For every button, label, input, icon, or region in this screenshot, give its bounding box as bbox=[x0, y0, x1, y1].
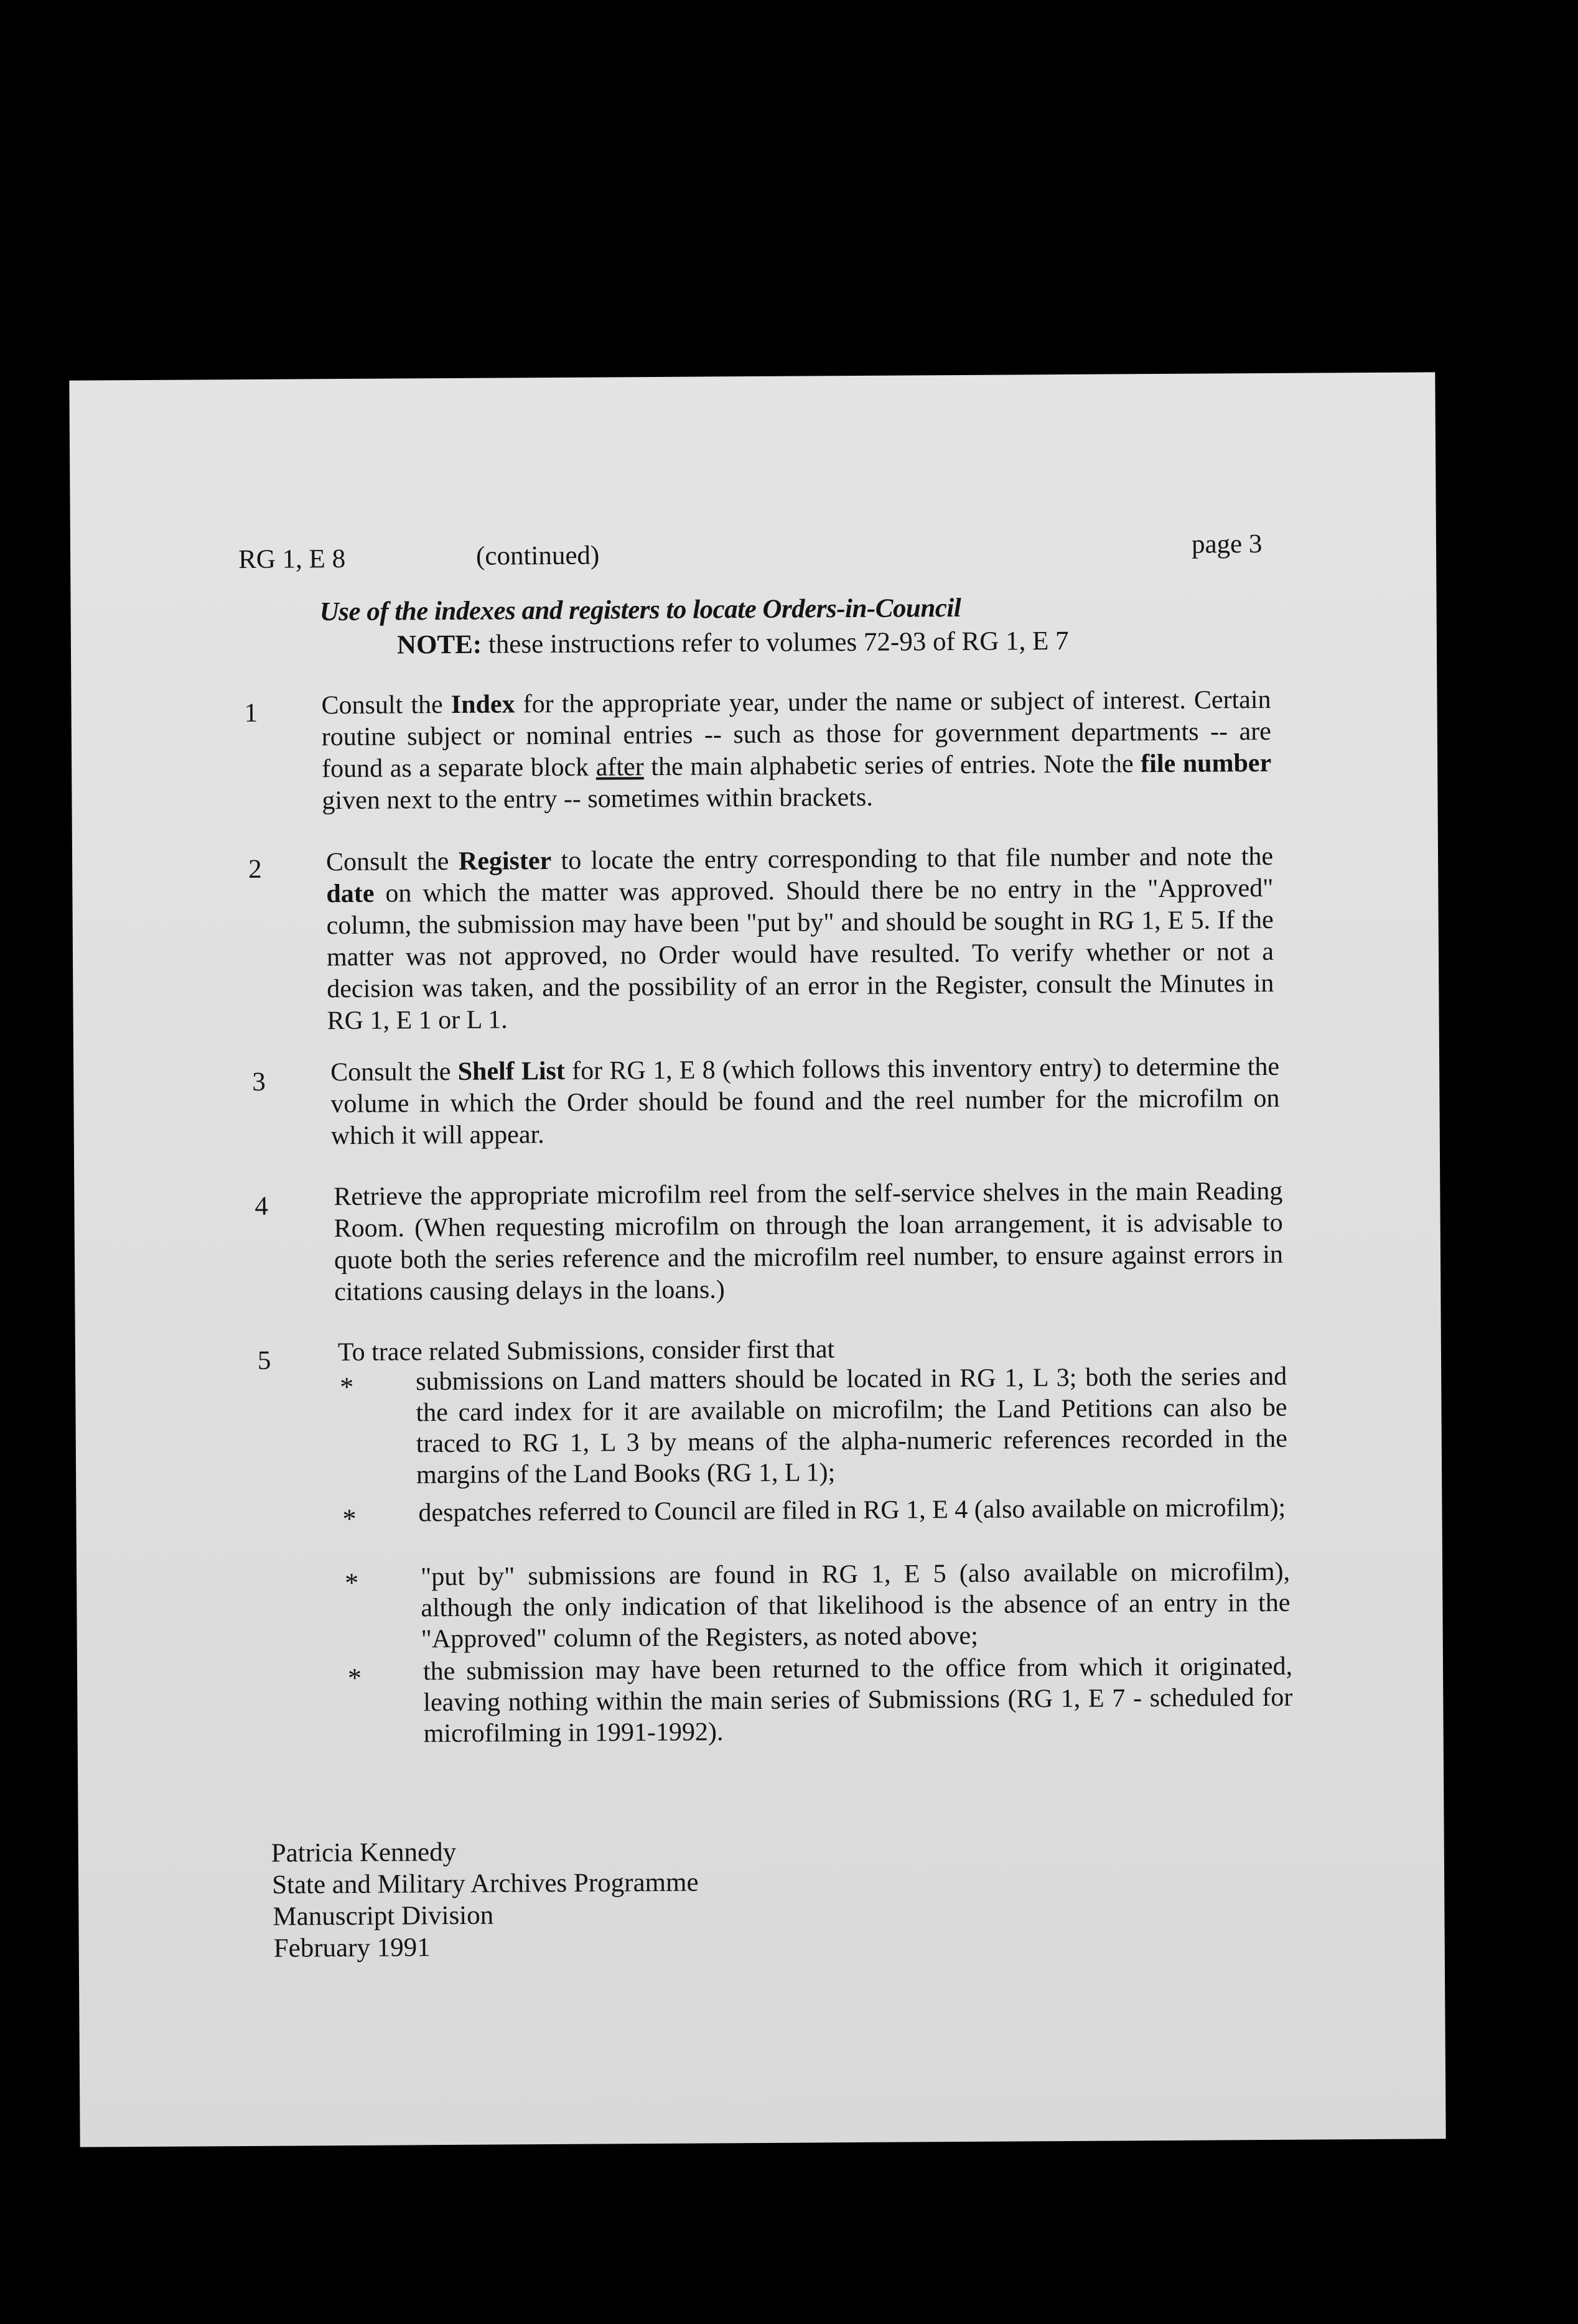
paragraph-text: on which the matter was approved. Should there be no entry in the "Approved" column, the submission may have been "put by" and should be sought in RG 1, E 5. If the matter was not approved, no Order would have resulted. To verify whether or not a decision was taken, and the possibility of an error in the Register, consult the Minutes in RG 1, E 1 or L 1. bbox=[326, 873, 1274, 1036]
item-number: 1 bbox=[244, 698, 258, 728]
series-reference: RG 1, E 8 bbox=[238, 544, 346, 575]
bold-term: date bbox=[326, 879, 375, 909]
bullet-marker: * bbox=[347, 1662, 362, 1694]
signature-name: Patricia Kennedy bbox=[271, 1837, 457, 1868]
bullet-marker: * bbox=[342, 1503, 357, 1535]
paragraph-text: the main alphabetic series of entries. Note the bbox=[643, 750, 1141, 782]
paragraph-text: Consult the bbox=[321, 690, 451, 720]
sub-item: submissions on Land matters should be located in RG 1, L 3; both the series and the card index for it are available on microfilm; the Land Petitions can also be traced to RG 1, L 3 by means of the alpha-numeric references recorded in the margins of the Land Books (RG 1, L 1); bbox=[416, 1362, 1287, 1490]
bold-term: Index bbox=[451, 690, 515, 719]
paragraph-text: Consult the bbox=[330, 1057, 458, 1087]
section-heading: Use of the indexes and registers to locate Orders-in-Council bbox=[319, 593, 961, 627]
item-number: 4 bbox=[254, 1191, 269, 1221]
note-line bbox=[397, 626, 1069, 661]
signature-programme: State and Military Archives Programme bbox=[271, 1867, 699, 1900]
note-label: NOTE: bbox=[396, 630, 482, 660]
bullet-marker: * bbox=[345, 1567, 359, 1599]
instruction-paragraph bbox=[326, 841, 1274, 1037]
page-number: page 3 bbox=[1191, 529, 1263, 559]
sub-item: despatches referred to Council are filed in RG 1, E 4 (also available on microfilm); bbox=[418, 1493, 1286, 1528]
paragraph-text: for RG 1, E 8 (which follows this inventory entry) to determine the volume in which the Order should be found and the reel number for the microfilm on which it will appear. bbox=[330, 1052, 1280, 1151]
sub-item: "put by" submissions are found in RG 1, E 5 (also available on microfilm), although the only indication of that likelihood is the absence of an entry in the "Approved" column of the Registers, as noted above; bbox=[420, 1557, 1291, 1654]
paragraph-text: to locate the entry corresponding to that file number and note the bbox=[551, 842, 1274, 876]
underlined-term: after bbox=[595, 753, 644, 782]
continued-label: (continued) bbox=[475, 541, 600, 571]
item-number: 3 bbox=[252, 1067, 266, 1097]
sub-item: the submission may have been returned to the office from which it originated, leaving nothing within the main series of Submissions (RG 1, E 7 - scheduled for microfilming in 1991-1992). bbox=[423, 1652, 1293, 1749]
instruction-paragraph bbox=[321, 684, 1271, 817]
paragraph-text: Retrieve the appropriate microfilm reel from the self-service shelves in the main Reading Room. (When requesting microfilm on through the loan arrangement, it is advisable to quote both the series reference and the microfilm reel number, to ensure against errors in citations causing delays in the loans.) bbox=[334, 1176, 1284, 1307]
bold-term: file number bbox=[1141, 748, 1272, 779]
bold-term: Register bbox=[458, 847, 552, 876]
document-page bbox=[69, 372, 1445, 2147]
instruction-paragraph bbox=[334, 1176, 1283, 1308]
paragraph-text: given next to the entry -- sometimes within brackets. bbox=[322, 783, 873, 816]
note-text: these instructions refer to volumes 72-93 of RG 1, E 7 bbox=[488, 626, 1069, 659]
paragraph-text: for the appropriate year, under the name or subject of interest. Certain routine subject or nominal entries -- such as those for government departments -- are found as a separate block bbox=[321, 685, 1271, 784]
bold-term: Shelf List bbox=[457, 1056, 566, 1086]
paragraph-text: Consult the bbox=[325, 847, 459, 877]
item-number: 5 bbox=[257, 1346, 271, 1375]
paragraph-text: To trace related Submissions, consider first that bbox=[337, 1335, 835, 1367]
signature-division: Manuscript Division bbox=[273, 1900, 494, 1931]
item-number: 2 bbox=[248, 854, 262, 884]
instruction-paragraph bbox=[330, 1051, 1280, 1152]
bullet-marker: * bbox=[340, 1371, 354, 1403]
signature-date: February 1991 bbox=[273, 1933, 431, 1963]
